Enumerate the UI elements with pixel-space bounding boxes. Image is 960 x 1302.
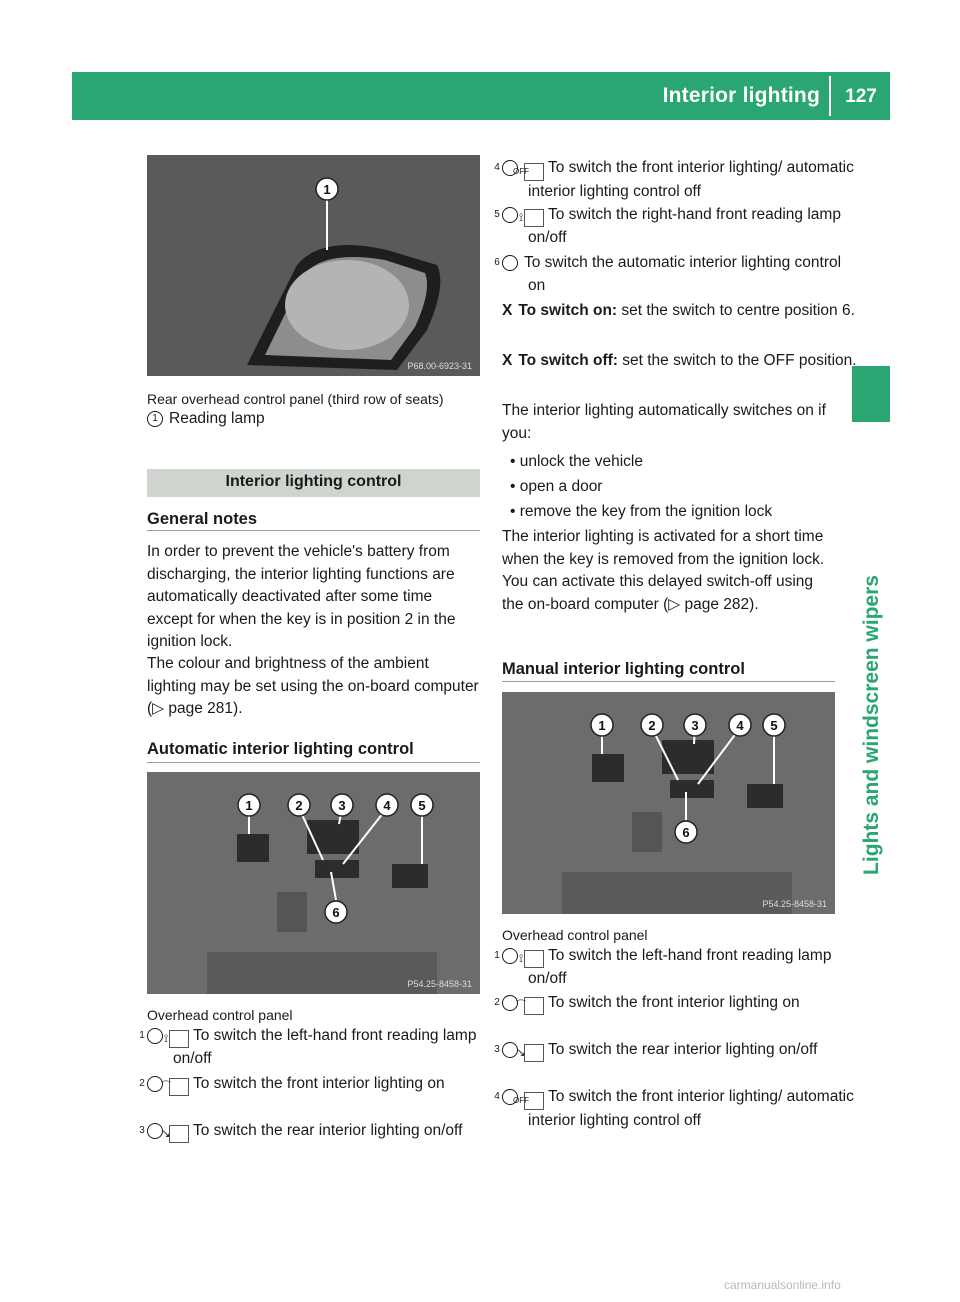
photo-code: P54.25-8458-31 (407, 979, 472, 989)
photo-code: P54.25-8458-31 (762, 899, 827, 909)
legend-item-6 (494, 252, 861, 297)
caption-overhead: Overhead control panel (147, 1007, 293, 1023)
legend-text: To switch the left-hand front reading lamp on/off (173, 1027, 477, 1067)
paragraph-auto-on: The interior lighting automatically switches on if you: (502, 402, 826, 442)
instruction-switch-on (502, 300, 861, 323)
marker-3: 3 (338, 798, 346, 813)
rule (147, 530, 480, 531)
header-divider (829, 76, 831, 116)
paragraph-delayed: The interior lighting is activated for a short time when the key is removed from the ignition lock. You can activate this delayed switch-off using the on-board computer (▷ page 282). (502, 528, 825, 613)
num-1: 1 (502, 948, 518, 964)
section-title: Interior lighting control (225, 473, 402, 490)
reading-lamp-icon: ⟟ (524, 950, 544, 968)
reading-lamp-icon: ⟟ (524, 209, 544, 227)
rule (502, 681, 835, 682)
marker-6: 6 (332, 905, 340, 920)
off-icon: OFF (524, 1092, 544, 1110)
paragraph-ambient: The colour and brightness of the ambient lighting may be set using the on-board computer (▷ page 281). (147, 655, 479, 717)
legend-text: To switch the front interior lighting/ automatic interior lighting control off (528, 159, 854, 200)
marker-2: 2 (295, 798, 303, 813)
label-switch-off: To switch off: (518, 352, 618, 369)
text-switch-off: set the switch to the OFF position. (622, 352, 857, 369)
bullet-item: • unlock the vehicle (510, 453, 643, 470)
num-4: 4 (502, 1089, 518, 1105)
num-2: 2 (502, 995, 518, 1011)
legend-text: To switch the left-hand front reading lamp on/off (528, 947, 832, 987)
legend-item-4 (494, 157, 861, 204)
off-icon: OFF (524, 163, 544, 181)
caption-rear-panel: Rear overhead control panel (third row of seats) (147, 391, 444, 407)
num-6: 6 (502, 255, 518, 271)
legend-text: To switch the rear interior lighting on/off (193, 1122, 463, 1139)
marker-3: 3 (691, 718, 699, 733)
legend-text: To switch the right-hand front reading lamp on/off (528, 206, 841, 246)
num-3: 3 (502, 1042, 518, 1058)
marker-4: 4 (383, 798, 391, 813)
legend-item-1 (147, 408, 480, 431)
label-switch-on: To switch on: (518, 302, 618, 319)
marker-5: 5 (418, 798, 426, 813)
caption-overhead-2: Overhead control panel (502, 927, 648, 943)
photo-overhead-panel-2 (502, 692, 835, 914)
legend-item-2 (139, 1073, 506, 1096)
num-1: 1 (147, 411, 163, 427)
photo-code: P68.00-6923-31 (407, 361, 472, 371)
bullet-item: • open a door (510, 478, 603, 495)
legend-item-4 (494, 1086, 861, 1133)
legend-text: Reading lamp (169, 410, 265, 427)
legend-text: To switch the rear interior lighting on/off (548, 1041, 818, 1058)
legend-item-2 (494, 992, 861, 1015)
bullet-text: unlock the vehicle (519, 453, 643, 470)
photo-overhead-panel (147, 772, 480, 994)
section-title-box (147, 469, 480, 497)
marker-1: 1 (245, 798, 253, 813)
front-light-icon: ⌒ (169, 1078, 189, 1096)
header-title: Interior lighting (662, 84, 820, 107)
legend-text: To switch the front interior lighting/ automatic interior lighting control off (528, 1088, 854, 1129)
legend-item-1 (494, 945, 861, 991)
marker-4: 4 (736, 718, 744, 733)
instruction-marker: X (502, 302, 513, 319)
num-2: 2 (147, 1076, 163, 1092)
instruction-marker: X (502, 352, 513, 369)
photo-rear-panel (147, 155, 480, 376)
footer-watermark: carmanualsonline.info (724, 1278, 841, 1292)
bullet-text: remove the key from the ignition lock (519, 503, 773, 520)
legend-item-1 (139, 1025, 506, 1071)
rear-light-icon: ↘ (524, 1044, 544, 1062)
num-5: 5 (502, 207, 518, 223)
legend-item-3 (494, 1039, 861, 1062)
num-3: 3 (147, 1123, 163, 1139)
reading-lamp-icon: ⟟ (169, 1030, 189, 1048)
marker-5: 5 (770, 718, 778, 733)
marker-1: 1 (598, 718, 606, 733)
bullet-text: open a door (519, 478, 603, 495)
rule (147, 762, 480, 763)
num-1: 1 (147, 1028, 163, 1044)
legend-text: To switch the front interior lighting on (193, 1075, 445, 1092)
marker-6: 6 (682, 825, 690, 840)
bullet-item: • remove the key from the ignition lock (510, 503, 773, 520)
paragraph-battery: In order to prevent the vehicle's battery from discharging, the interior lighting functions are automatically deactivated after some time except for when the key is in position 2 in the ignition lock. (147, 543, 456, 650)
rear-light-icon: ↘ (169, 1125, 189, 1143)
marker-1: 1 (323, 182, 331, 197)
legend-item-3 (139, 1120, 506, 1143)
page-number: 127 (845, 86, 877, 107)
marker-2: 2 (648, 718, 656, 733)
instruction-switch-off (502, 350, 861, 373)
legend-text: To switch the front interior lighting on (548, 994, 800, 1011)
front-light-icon: ⌒ (524, 997, 544, 1015)
heading-general-notes: General notes (147, 510, 258, 528)
legend-text: To switch the automatic interior lighting control on (524, 254, 842, 294)
num-4: 4 (502, 160, 518, 176)
legend-item-5 (494, 204, 861, 250)
heading-manual: Manual interior lighting control (502, 660, 745, 678)
heading-automatic: Automatic interior lighting control (147, 740, 414, 758)
text-switch-on: set the switch to centre position 6. (621, 302, 855, 319)
side-tab (852, 366, 890, 422)
